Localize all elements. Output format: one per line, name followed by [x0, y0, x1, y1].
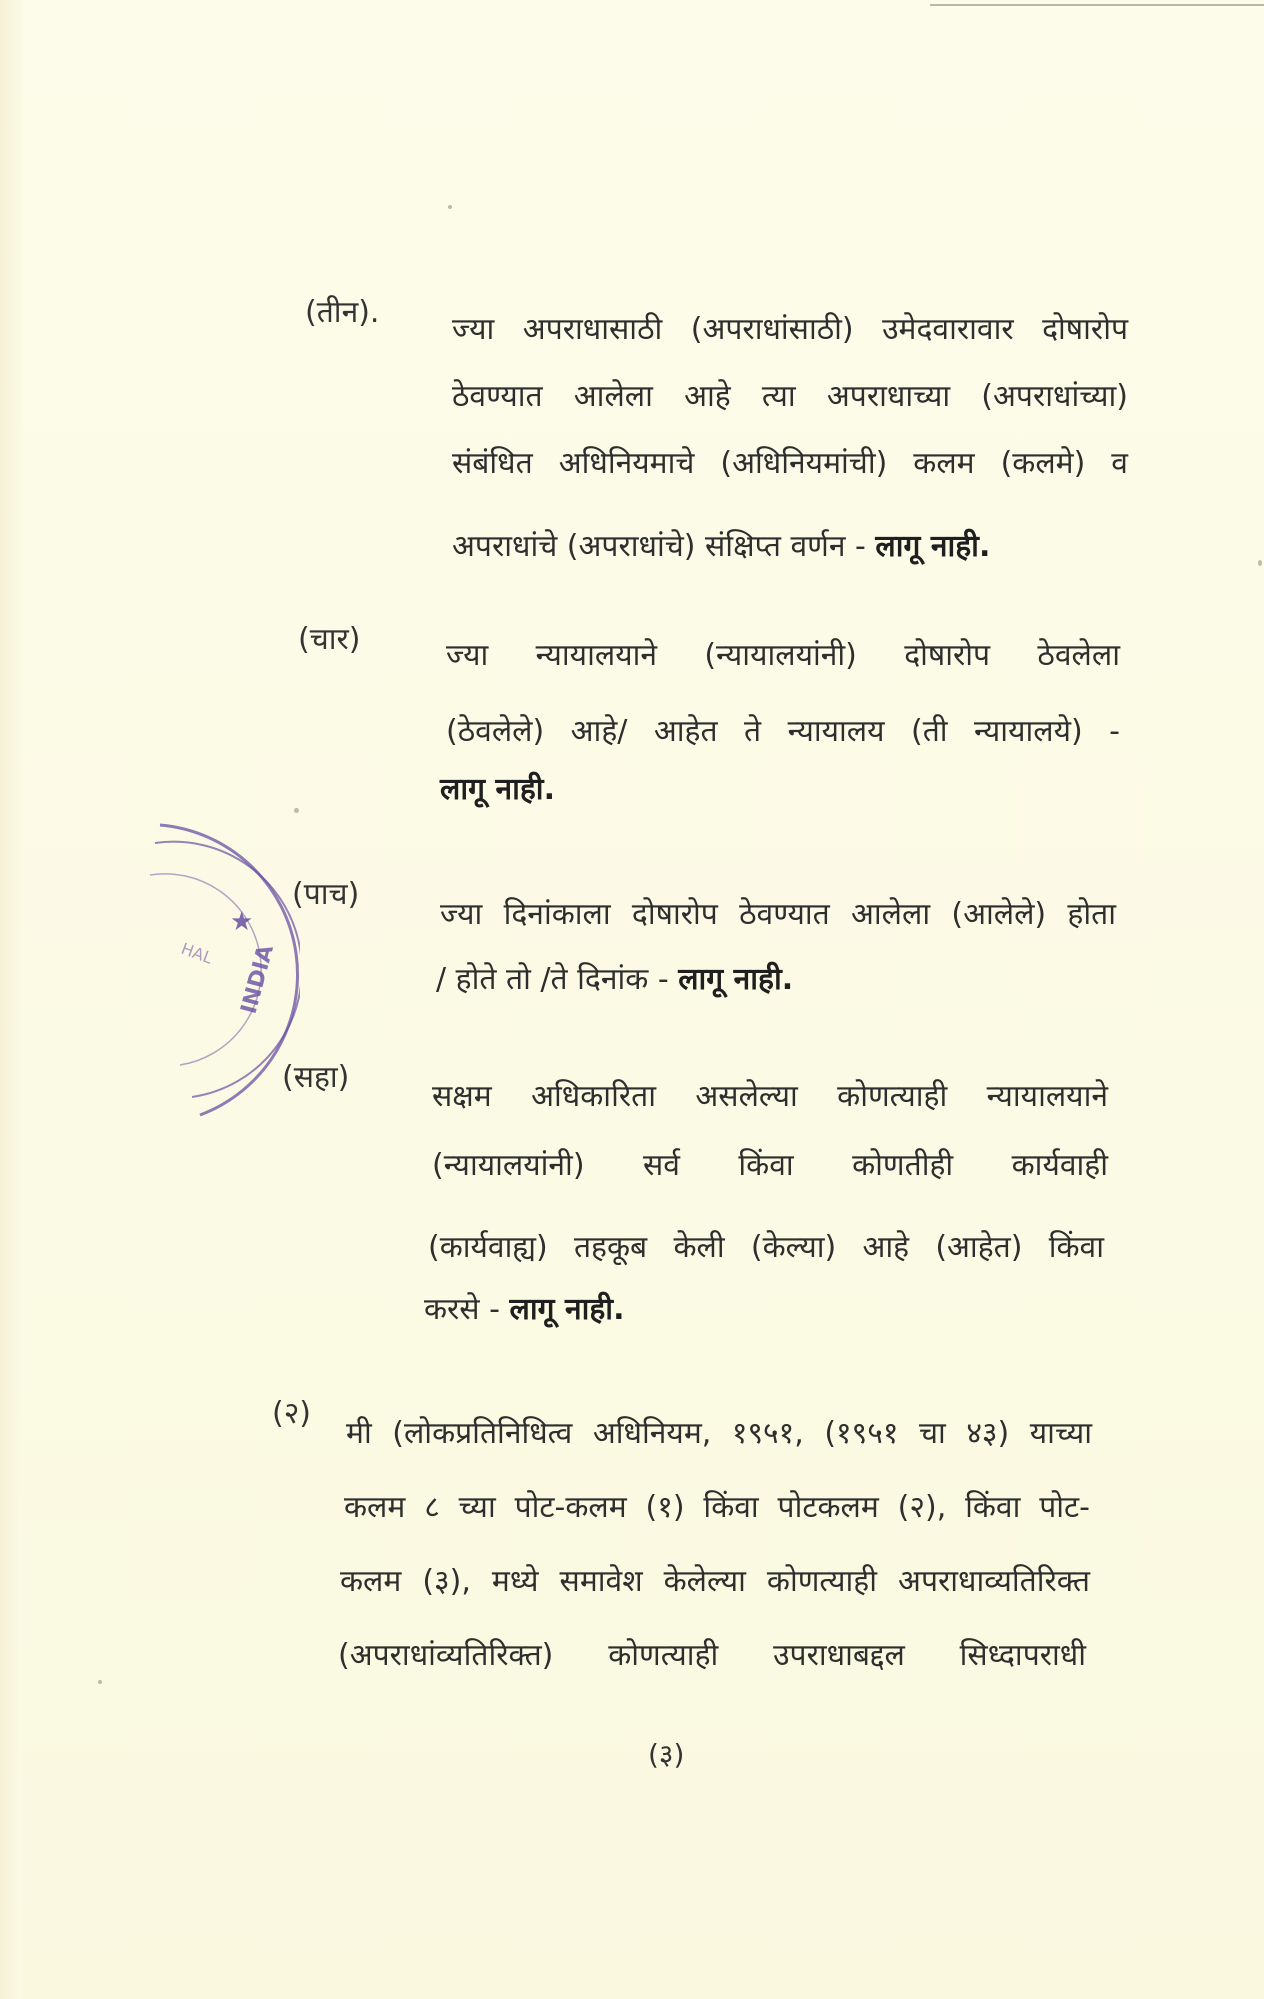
page-left-edge [0, 0, 22, 1999]
clause-last-line [436, 960, 793, 1000]
clause-text-line: (ठेवलेले) आहे/ आहेत ते न्यायालय (ती न्यायालये) - [446, 714, 1120, 749]
clause-text-line: ज्या दिनांकाला दोषारोप ठेवण्यात आलेला (आलेले) होता [440, 897, 1116, 932]
section-label: (२) [272, 1396, 312, 1431]
clause-text-line: (कार्यवाह्य) तहकूब केली (केल्या) आहे (आहेत) किंवा [428, 1230, 1104, 1265]
seal-innermost-ring [150, 874, 261, 1065]
not-applicable-text: लागू नाही. [509, 1292, 625, 1327]
scan-speck [98, 1680, 102, 1684]
seal-text-hal: HAL [178, 938, 216, 968]
seal-text-india: INDIA [236, 942, 279, 1017]
scan-speck [1258, 560, 1262, 566]
clause-label: (पाच) [292, 877, 360, 912]
clause-text-line: ज्या न्यायालयाने (न्यायालयांनी) दोषारोप ठेवलेला [446, 638, 1120, 673]
clause-text: / होते तो /ते दिनांक - [436, 962, 679, 997]
top-edge-line [930, 4, 1264, 6]
clause-label: (चार) [298, 622, 361, 657]
clause-text: करसे - [424, 1292, 510, 1327]
clause-text-line: ज्या अपराधासाठी (अपराधांसाठी) उमेदवारावार दोषारोप [452, 312, 1128, 347]
section-text-line: कलम ८ च्या पोट-कलम (१) किंवा पोटकलम (२), किंवा पोट- [344, 1490, 1090, 1525]
clause-text-line: सक्षम अधिकारिता असलेल्या कोणत्याही न्यायालयाने [432, 1079, 1108, 1114]
section-text-line: कलम (३), मध्ये समावेश केलेल्या कोणत्याही अपराधाव्यतिरिक्त [340, 1564, 1090, 1599]
clause-last-line [452, 527, 990, 567]
scan-speck [294, 808, 299, 813]
not-applicable-text: लागू नाही. [875, 529, 991, 564]
section-text-line: मी (लोकप्रतिनिधित्व अधिनियम, १९५१, (१९५१ चा ४३) याच्या [346, 1416, 1092, 1451]
seal-inner-ring [155, 842, 300, 1097]
star-icon: ★ [230, 907, 254, 937]
clause-text-line: संबंधित अधिनियमाचे (अधिनियमांची) कलम (कलमे) व [452, 446, 1128, 481]
not-applicable-text: लागू नाही. [678, 962, 794, 997]
clause-last-line [424, 1290, 624, 1330]
clause-last-line [440, 770, 555, 810]
section-text-line: (अपराधांव्यतिरिक्त) कोणत्याही उपराधाबद्दल सिध्दापराधी [338, 1638, 1086, 1673]
not-applicable-text: लागू नाही. [440, 772, 555, 807]
clause-label: (तीन). [305, 295, 380, 330]
seal-outer-ring [160, 825, 298, 1115]
official-seal-stamp [110, 815, 300, 1125]
clause-text-line: (न्यायालयांनी) सर्व किंवा कोणतीही कार्यवाही [432, 1148, 1108, 1183]
scan-speck [448, 205, 452, 209]
clause-label: (सहा) [282, 1060, 350, 1095]
page-number: (३) [648, 1738, 685, 1771]
clause-text: अपराधांचे (अपराधांचे) संक्षिप्त वर्णन - [452, 529, 876, 564]
clause-text-line: ठेवण्यात आलेला आहे त्या अपराधाच्या (अपराधांच्या) [452, 379, 1128, 414]
